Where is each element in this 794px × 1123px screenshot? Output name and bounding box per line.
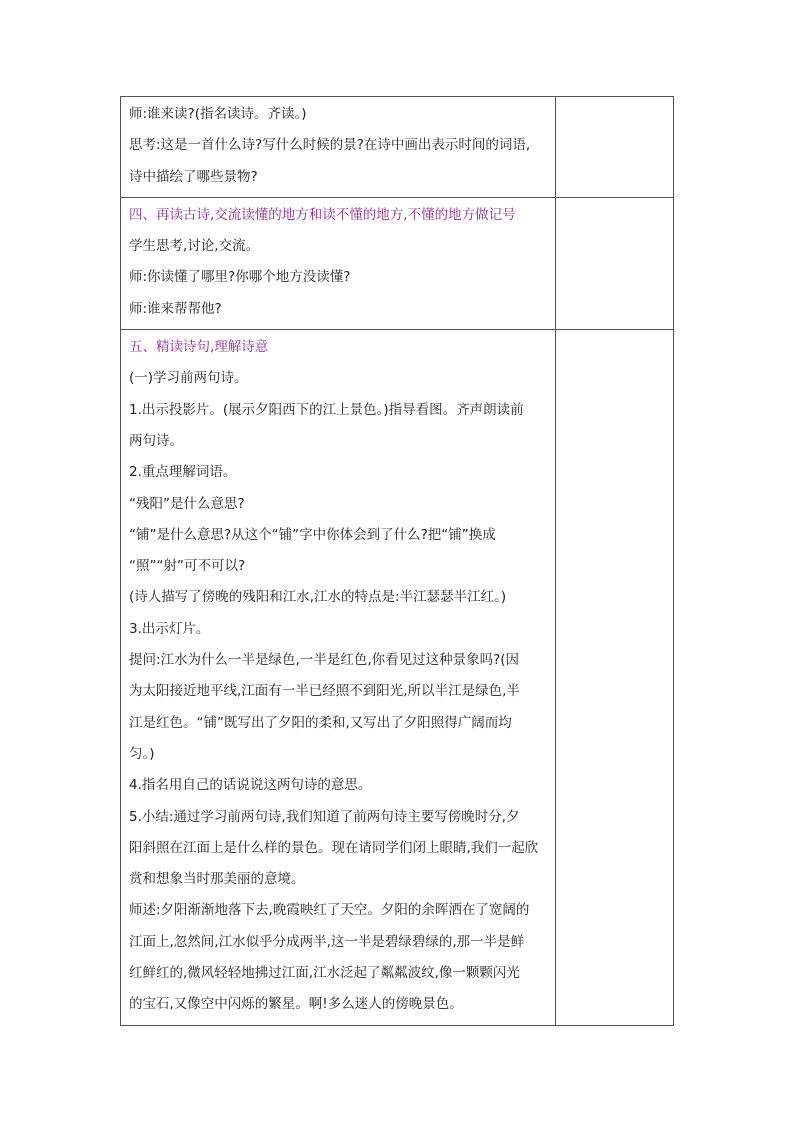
text-line: 赏和想象当时那美丽的意境。 bbox=[129, 871, 305, 888]
text-line: 1.出示投影片。(展示夕阳西下的江上景色。)指导看图。齐声朗读前 bbox=[129, 401, 524, 418]
table-row bbox=[121, 97, 674, 198]
section-heading: 五、精读诗句,理解诗意 bbox=[129, 339, 269, 356]
text-line: 4.指名用自己的话说说这两句诗的意思。 bbox=[129, 777, 372, 794]
text-line: “残阳”是什么意思? bbox=[129, 495, 245, 512]
text-line: 3.出示灯片。 bbox=[129, 620, 210, 637]
text-line: 红鲜红的,微风轻轻地拂过江面,江水泛起了粼粼波纹,像一颗颗闪光 bbox=[129, 965, 520, 982]
text-line: 5.小结:通过学习前两句诗,我们知道了前两句诗主要写傍晚时分,夕 bbox=[129, 808, 520, 825]
text-line: 师:谁来帮帮他? bbox=[129, 300, 222, 317]
text-line: 两句诗。 bbox=[129, 432, 183, 449]
table-row bbox=[121, 330, 674, 1026]
text-line: 提问:江水为什么一半是绿色,一半是红色,你看见过这种景象吗?(因 bbox=[129, 652, 520, 669]
text-line: (诗人描写了傍晚的残阳和江水,江水的特点是:半江瑟瑟半江红。) bbox=[129, 589, 507, 606]
text-line: 思考:这是一首什么诗?写什么时候的景?在诗中画出表示时间的词语, bbox=[129, 137, 531, 154]
notes-cell bbox=[555, 197, 673, 329]
text-line: 师:你读懂了哪里?你哪个地方没读懂? bbox=[129, 269, 351, 286]
notes-cell bbox=[555, 97, 673, 198]
text-line: (一)学习前两句诗。 bbox=[129, 370, 248, 387]
text-line: “照”“射”可不可以? bbox=[129, 558, 246, 575]
text-line: 的宝石,又像空中闪烁的繁星。啊!多么迷人的傍晚景色。 bbox=[129, 996, 463, 1013]
lesson-plan-table bbox=[120, 96, 674, 1026]
text-line: 2.重点理解词语。 bbox=[129, 464, 237, 481]
text-line: 阳斜照在江面上是什么样的景色。现在请同学们闭上眼睛,我们一起欣 bbox=[129, 839, 539, 856]
content-cell bbox=[121, 197, 556, 329]
text-line: 师述:夕阳渐渐地落下去,晚霞映红了天空。夕阳的余晖洒在了宽阔的 bbox=[129, 902, 530, 919]
section-heading: 四、再读古诗,交流读懂的地方和读不懂的地方,不懂的地方做记号 bbox=[129, 206, 516, 223]
text-line: 匀。) bbox=[129, 745, 155, 762]
text-line: 为太阳接近地平线,江面有一半已经照不到阳光,所以半江是绿色,半 bbox=[129, 683, 520, 700]
table-row bbox=[121, 197, 674, 329]
content-cell bbox=[121, 97, 556, 198]
text-line: 学生思考,讨论,交流。 bbox=[129, 238, 260, 255]
text-line: 江是红色。“铺”既写出了夕阳的柔和,又写出了夕阳照得广阔而均 bbox=[129, 714, 512, 731]
notes-cell bbox=[555, 330, 673, 1026]
content-cell bbox=[121, 330, 556, 1026]
text-line: “铺”是什么意思?从这个“铺”字中你体会到了什么?把“铺”换成 bbox=[129, 526, 496, 543]
text-line: 师:谁来读?(指名读诗。齐读。) bbox=[129, 106, 307, 122]
text-line: 江面上,忽然间,江水似乎分成两半,这一半是碧绿碧绿的,那一半是鲜 bbox=[129, 933, 525, 950]
text-line: 诗中描绘了哪些景物? bbox=[129, 168, 258, 185]
